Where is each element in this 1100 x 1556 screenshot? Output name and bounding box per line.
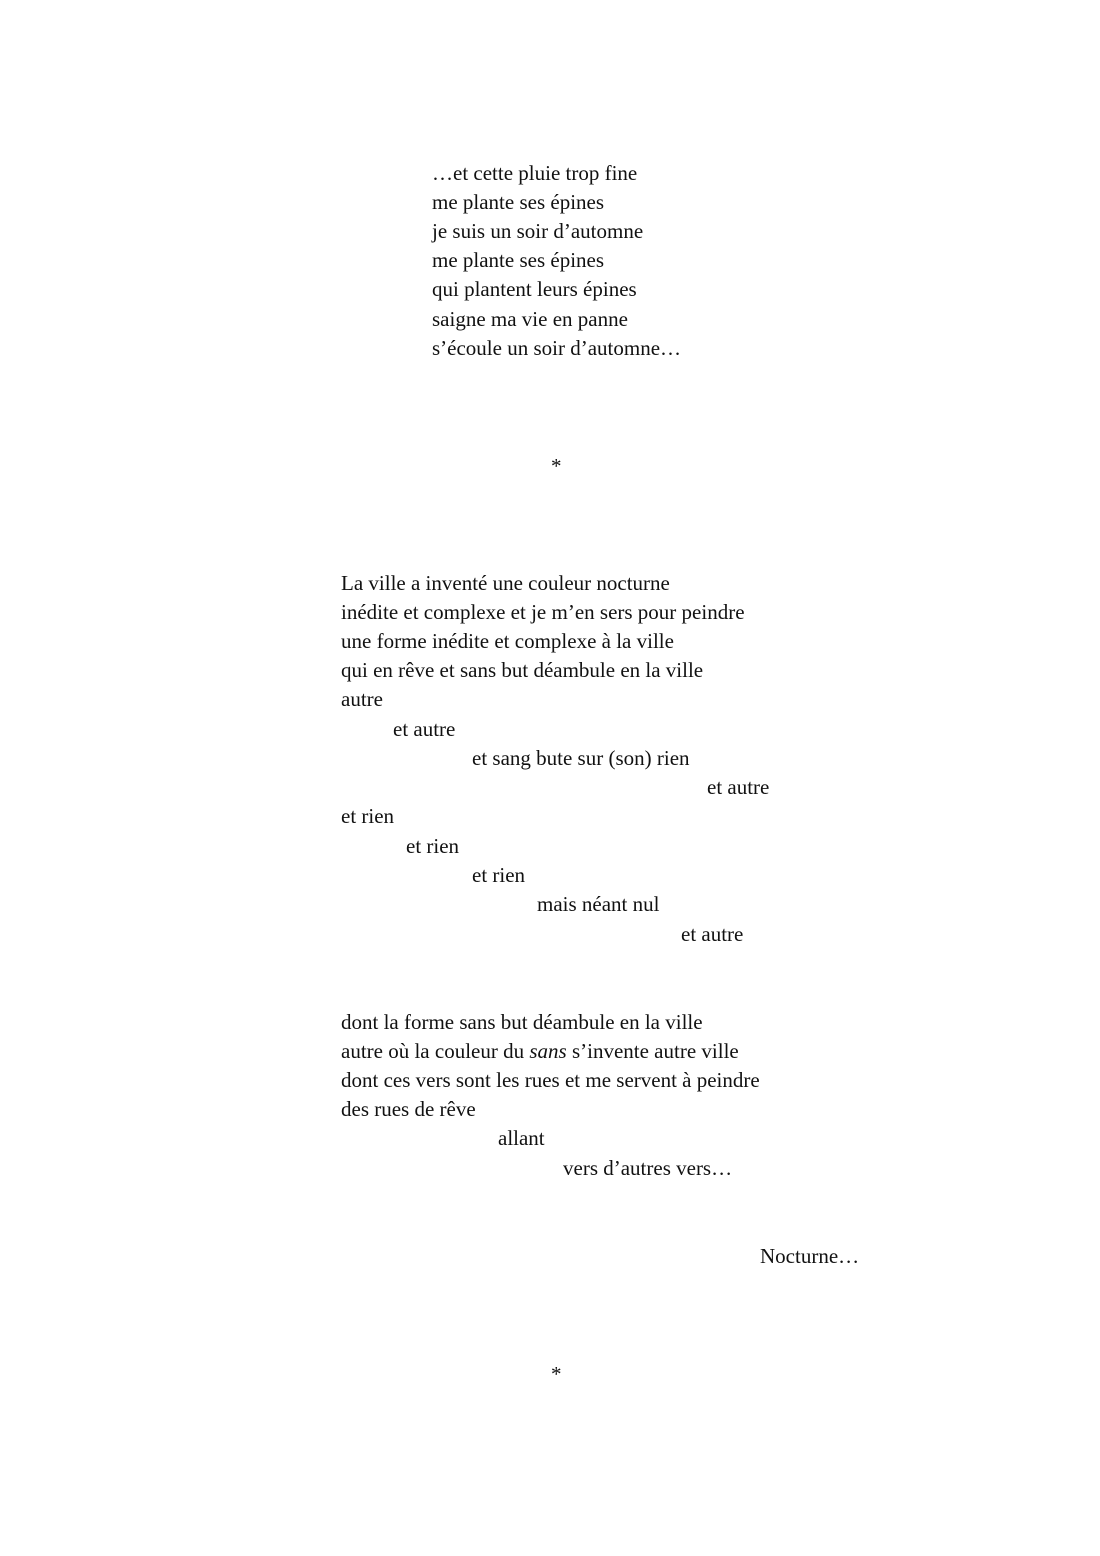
verse-line: et rien	[341, 804, 395, 828]
verse-line: inédite et complexe et je m’en sers pour peindre	[341, 600, 745, 624]
poem-closing: Nocturne…	[760, 1244, 860, 1268]
verse-line: allant	[498, 1126, 545, 1150]
verse-line: …et cette pluie trop fine	[432, 161, 638, 185]
verse-line: autre	[341, 687, 383, 711]
section-separator: *	[551, 454, 562, 478]
verse-line: me plante ses épines	[432, 248, 605, 272]
verse-line: qui en rêve et sans but déambule en la ville	[341, 658, 704, 682]
verse-fragment: autre où la couleur du	[341, 1039, 530, 1063]
verse-line: et autre	[681, 922, 744, 946]
verse-line: s’écoule un soir d’automne…	[432, 336, 682, 360]
verse-line: et autre	[393, 717, 456, 741]
verse-line: je suis un soir d’automne	[432, 219, 644, 243]
verse-italic-word: sans	[529, 1039, 567, 1063]
verse-line: dont la forme sans but déambule en la ville	[341, 1010, 703, 1034]
verse-line: et autre	[707, 775, 770, 799]
verse-line: des rues de rêve	[341, 1097, 476, 1121]
verse-fragment: s’invente autre ville	[566, 1039, 739, 1063]
verse-line: qui plantent leurs épines	[432, 277, 637, 301]
verse-line: et rien	[406, 834, 460, 858]
verse-line: mais néant nul	[537, 892, 660, 916]
verse-line: saigne ma vie en panne	[432, 307, 628, 331]
verse-line: La ville a inventé une couleur nocturne	[341, 571, 670, 595]
verse-line: et sang bute sur (son) rien	[472, 746, 690, 770]
verse-line: une forme inédite et complexe à la ville	[341, 629, 674, 653]
section-separator: *	[551, 1362, 562, 1386]
verse-line: et rien	[472, 863, 526, 887]
verse-line: vers d’autres vers…	[563, 1156, 733, 1180]
verse-line: me plante ses épines	[432, 190, 605, 214]
verse-line: dont ces vers sont les rues et me servent à peindre	[341, 1068, 760, 1092]
verse-line	[341, 1037, 739, 1066]
